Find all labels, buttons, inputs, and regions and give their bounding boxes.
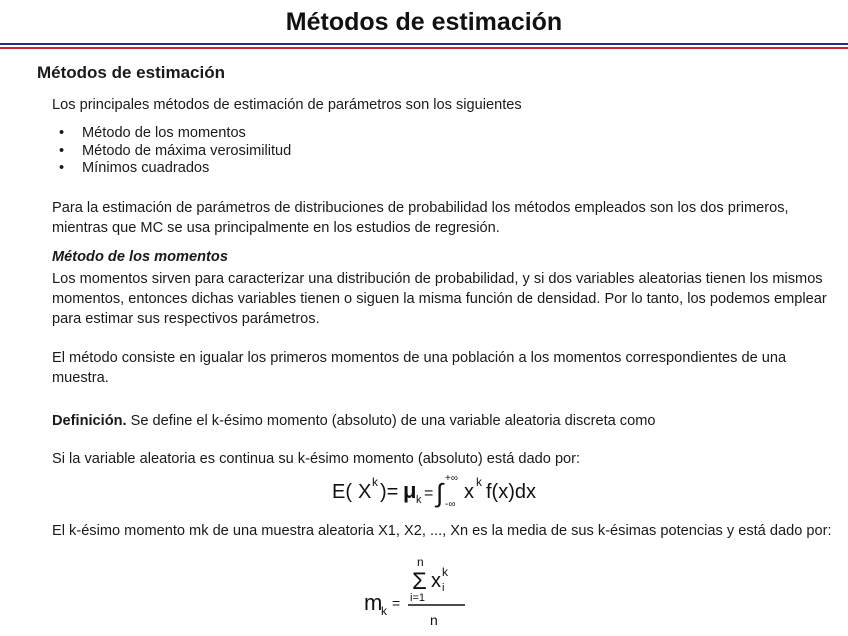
formula-integrand-exponent: k	[476, 475, 482, 489]
formula-x-exponent: k	[372, 475, 378, 489]
formula-close-eq: )=	[380, 481, 399, 503]
definition-label: Definición.	[52, 413, 127, 429]
section-heading: Métodos de estimación	[37, 63, 225, 82]
title-divider-blue	[0, 43, 848, 45]
bullet-icon: •	[59, 160, 65, 176]
formula-integrand-x: x	[464, 481, 474, 503]
list-item	[52, 143, 291, 161]
denominator: n	[430, 612, 438, 628]
subheading-moments: Método de los momentos	[52, 249, 228, 265]
title-divider-red	[0, 47, 848, 49]
slide-title: Métodos de estimación	[285, 8, 563, 36]
formula-x: X	[358, 481, 372, 503]
list-item-label: Método de máxima verosimilitud	[82, 142, 292, 159]
methods-list	[52, 125, 291, 178]
formula2-x: x	[431, 570, 441, 592]
formula-mu-sub: k	[416, 494, 422, 506]
integral-lower: -∞	[445, 499, 456, 510]
formula2-eq: =	[392, 595, 401, 611]
list-item-label: Mínimos cuadrados	[82, 160, 210, 176]
integral-upper: +∞	[445, 473, 458, 484]
sample-moment-formula	[362, 555, 482, 631]
formula-e-open: E(	[332, 481, 352, 503]
bullet-icon: •	[59, 125, 65, 141]
sum-upper: n	[417, 555, 424, 569]
bullet-icon: •	[59, 142, 65, 159]
sample-moment-paragraph: El k-ésimo momento mk de una muestra aleatoria X1, X2, ..., Xn es la media de sus k-ésimas potencias y está dado por:	[52, 523, 832, 539]
intro-paragraph: Los principales métodos de estimación de parámetros son los siguientes	[52, 97, 522, 113]
continuous-moment-formula	[320, 470, 580, 510]
formula2-x-exponent: k	[442, 565, 448, 579]
moments-paragraph: Los momentos sirven para caracterizar una distribución de probabilidad, y si dos variables aleatorias tienen los mismos momentos, entonces dichas variables tienen o siguen la misma función de densidad. Por lo tanto, los podemos emplear para estimar sus respectivos parámetros.	[52, 271, 827, 327]
sigma-icon: Σ	[412, 568, 427, 595]
integral-icon: ∫	[436, 478, 444, 508]
formula-m: m	[364, 590, 383, 615]
list-item	[52, 125, 291, 143]
definition-text: Se define el k-ésimo momento (absoluto) de una variable aleatoria discreta como	[126, 413, 656, 429]
formula2-x-index: i	[442, 582, 445, 594]
continuous-paragraph: Si la variable aleatoria es continua su k-ésimo momento (absoluto) está dado por:	[52, 451, 581, 467]
formula-m-sub: k	[381, 604, 387, 618]
list-item-label: Método de los momentos	[82, 125, 246, 141]
methods-paragraph: Para la estimación de parámetros de distribuciones de probabilidad los métodos empleados son los dos primeros, mientras que MC se usa principalmente en los estudios de regresión.	[52, 200, 789, 236]
formula-mu: μ	[403, 478, 417, 503]
definition-paragraph	[52, 411, 832, 431]
list-item	[52, 160, 291, 178]
formula-fx-dx: f(x)dx	[486, 481, 536, 503]
method-description: El método consiste en igualar los primeros momentos de una población a los momentos correspondientes de una muestra.	[52, 350, 787, 386]
formula-eq: =	[424, 485, 434, 502]
sum-lower: i=1	[410, 592, 425, 604]
